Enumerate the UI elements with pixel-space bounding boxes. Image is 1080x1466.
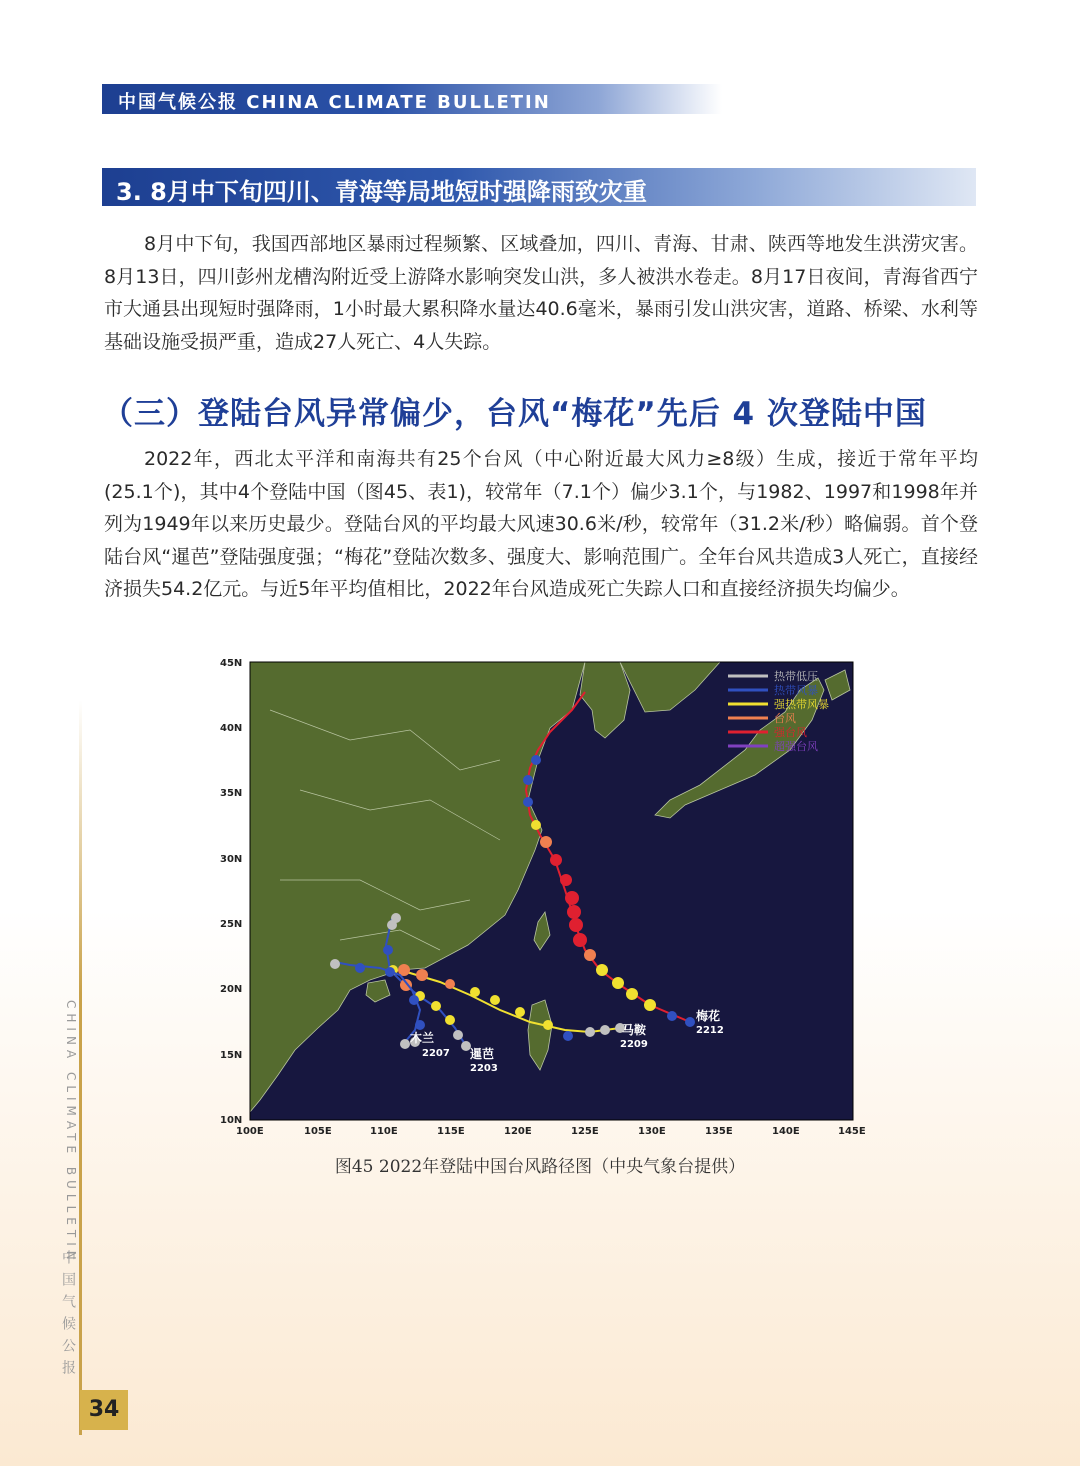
lon-label-110: 110E xyxy=(370,1126,398,1137)
storm-name-xianba: 暹芭 xyxy=(470,1047,495,1061)
lat-label-35: 35N xyxy=(220,788,243,799)
storm-id-mulan: 2207 xyxy=(422,1048,450,1059)
map-svg xyxy=(200,650,880,1140)
lat-label-20: 20N xyxy=(220,984,243,995)
lon-label-120: 120E xyxy=(504,1126,532,1137)
lon-label-125: 125E xyxy=(571,1126,599,1137)
storm-id-xianba: 2203 xyxy=(470,1063,498,1074)
legend-label-0: 热带低压 xyxy=(774,670,818,683)
legend-label-2: 强热带风暴 xyxy=(774,698,829,711)
lat-label-25: 25N xyxy=(220,919,243,930)
lon-label-115: 115E xyxy=(437,1126,465,1137)
lat-label-10: 10N xyxy=(220,1115,243,1126)
side-label-cn: 中国气候公报 xyxy=(60,1250,76,1382)
figure-caption: 图45 2022年登陆中国台风路径图（中央气象台提供） xyxy=(334,1157,746,1177)
storm-name-maan: 马鞍 xyxy=(622,1023,647,1037)
lon-label-105: 105E xyxy=(304,1126,332,1137)
lon-label-135: 135E xyxy=(705,1126,733,1137)
lat-label-40: 40N xyxy=(220,723,243,734)
storm-id-maan: 2209 xyxy=(620,1039,648,1050)
side-rule xyxy=(79,700,82,1435)
legend-label-1: 热带风暴 xyxy=(774,684,818,697)
header-title: 中国气候公报 CHINA CLIMATE BULLETIN xyxy=(118,92,551,113)
lon-label-100: 100E xyxy=(236,1126,264,1137)
lon-label-145: 145E xyxy=(838,1126,866,1137)
section-heading: 3. 8月中下旬四川、青海等局地短时强降雨致灾重 xyxy=(116,178,647,206)
lat-label-30: 30N xyxy=(220,854,243,865)
section-heading-bar xyxy=(102,168,976,206)
storm-name-mulan: 木兰 xyxy=(410,1031,435,1045)
lat-label-15: 15N xyxy=(220,1050,243,1061)
storm-id-meihua: 2212 xyxy=(696,1025,724,1036)
paragraph-flood: 8月中下旬，我国西部地区暴雨过程频繁、区域叠加，四川、青海、甘肃、陕西等地发生洪涝灾害。8月13日，四川彭州龙槽沟附近受上游降水影响突发山洪，多人被洪水卷走。8月17日夜间，青海省西宁市大通县出现短时强降雨，1小时最大累积降水量达40.6毫米，暴雨引发山洪灾害，道路、桥梁、水利等基础设施受损严重，造成27人死亡、4人失踪。 xyxy=(104,233,978,353)
lat-label-45: 45N xyxy=(220,658,243,669)
paragraph-typhoon: 2022年，西北太平洋和南海共有25个台风（中心附近最大风力≥8级）生成，接近于常年平均(25.1个)，其中4个登陆中国（图45、表1)，较常年（7.1个）偏少3.1个，与1982、1997和1998年并列为1949年以来历史最少。登陆台风的平均最大风速30.6米/秒，较常年（31.2米/秒）略偏弱。首个登陆台风“暹芭”登陆强度强；“梅花”登陆次数多、强度大、影响范围广。全年台风共造成3人死亡，直接经济损失54.2亿元。与近5年平均值相比，2022年台风造成死亡失踪人口和直接经济损失均偏少。 xyxy=(104,448,978,600)
lon-label-140: 140E xyxy=(772,1126,800,1137)
header-bar xyxy=(102,84,722,114)
subheading-typhoon: （三）登陆台风异常偏少，台风“梅花”先后 4 次登陆中国 xyxy=(102,396,927,432)
storm-name-meihua: 梅花 xyxy=(696,1009,721,1023)
page-number: 34 xyxy=(80,1390,128,1430)
typhoon-track-map xyxy=(200,650,880,1140)
side-label-en: CHINA CLIMATE BULLETIN xyxy=(64,1000,78,1265)
legend-label-4: 强台风 xyxy=(774,726,807,739)
legend-label-3: 台风 xyxy=(774,712,796,725)
lon-label-130: 130E xyxy=(638,1126,666,1137)
legend-label-5: 超强台风 xyxy=(774,740,818,753)
